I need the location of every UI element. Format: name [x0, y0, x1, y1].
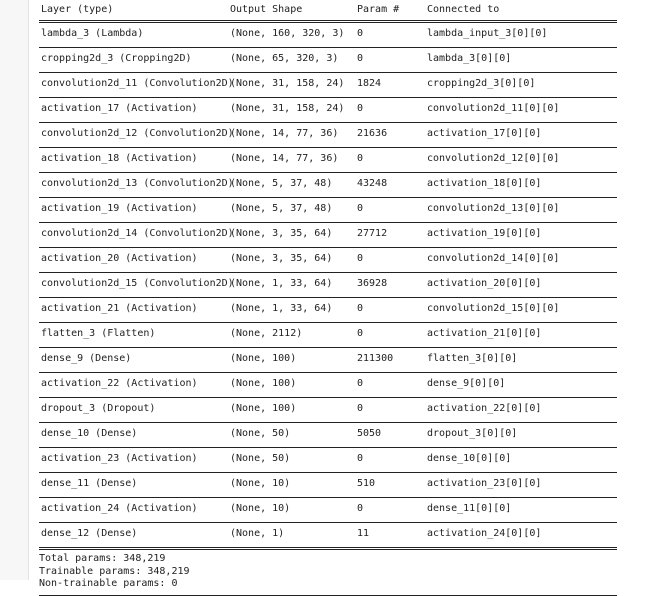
param-count: 211300 [357, 353, 394, 364]
total-params: Total params: 348,219 [39, 553, 166, 564]
layer-name: dense_12 (Dense) [41, 528, 138, 539]
param-count: 0 [357, 203, 364, 214]
layer-rows [39, 23, 617, 550]
layer-name: dense_11 (Dense) [41, 478, 138, 489]
table-row [39, 348, 617, 373]
layer-name: cropping2d_3 (Cropping2D) [41, 53, 192, 64]
connected-to: lambda_input_3[0][0] [427, 28, 548, 39]
connected-to: cropping2d_3[0][0] [427, 78, 536, 89]
header-output-shape: Output Shape [230, 4, 303, 15]
table-row [39, 498, 617, 523]
output-shape: (None, 50) [230, 453, 291, 464]
output-shape: (None, 5, 37, 48) [230, 178, 333, 189]
model-summary [39, 0, 617, 596]
layer-name: activation_18 (Activation) [41, 153, 198, 164]
table-row [39, 148, 617, 173]
trainable-params: Trainable params: 348,219 [39, 565, 190, 577]
end-rule [39, 595, 617, 596]
layer-name: convolution2d_13 (Convolution2D) [41, 178, 234, 189]
output-shape: (None, 100) [230, 403, 297, 414]
header-connected-to: Connected to [427, 4, 500, 15]
layer-name: flatten_3 (Flatten) [41, 328, 156, 339]
output-shape: (None, 10) [230, 478, 291, 489]
table-row [39, 373, 617, 398]
layer-name: activation_20 (Activation) [41, 253, 198, 264]
table-row [39, 473, 617, 498]
non-trainable-params: Non-trainable params: 0 [39, 578, 178, 589]
table-row [39, 23, 617, 48]
output-shape: (None, 3, 35, 64) [230, 253, 333, 264]
table-row [39, 398, 617, 423]
param-count: 0 [357, 253, 364, 264]
connected-to: convolution2d_12[0][0] [427, 153, 560, 164]
summary-header-row [39, 0, 617, 23]
connected-to: flatten_3[0][0] [427, 353, 518, 364]
layer-name: convolution2d_12 (Convolution2D) [41, 128, 234, 139]
connected-to: lambda_3[0][0] [427, 53, 512, 64]
connected-to: activation_20[0][0] [427, 278, 542, 289]
layer-name: lambda_3 (Lambda) [41, 28, 144, 39]
table-row [39, 98, 617, 123]
output-shape: (None, 1, 33, 64) [230, 303, 333, 314]
output-shape: (None, 14, 77, 36) [230, 153, 339, 164]
connected-to: dense_9[0][0] [427, 378, 506, 389]
param-count: 43248 [357, 178, 388, 189]
param-count: 0 [357, 328, 364, 339]
output-shape: (None, 50) [230, 428, 291, 439]
output-shape: (None, 3, 35, 64) [230, 228, 333, 239]
param-count: 1824 [357, 78, 382, 89]
connected-to: activation_23[0][0] [427, 478, 542, 489]
connected-to: convolution2d_14[0][0] [427, 253, 560, 264]
connected-to: activation_18[0][0] [427, 178, 542, 189]
output-shape: (None, 160, 320, 3) [230, 28, 345, 39]
param-count: 0 [357, 503, 364, 514]
layer-name: dense_10 (Dense) [41, 428, 138, 439]
table-row [39, 273, 617, 298]
connected-to: dense_10[0][0] [427, 453, 512, 464]
param-totals [39, 550, 617, 591]
param-count: 0 [357, 453, 364, 464]
table-row [39, 48, 617, 73]
connected-to: activation_24[0][0] [427, 528, 542, 539]
connected-to: activation_21[0][0] [427, 328, 542, 339]
notebook-gutter [0, 0, 29, 580]
output-shape: (None, 100) [230, 378, 297, 389]
layer-name: dense_9 (Dense) [41, 353, 132, 364]
param-count: 0 [357, 53, 364, 64]
output-shape: (None, 10) [230, 503, 291, 514]
table-row [39, 248, 617, 273]
layer-name: activation_21 (Activation) [41, 303, 198, 314]
param-count: 36928 [357, 278, 388, 289]
table-row [39, 423, 617, 448]
table-row [39, 198, 617, 223]
layer-name: activation_23 (Activation) [41, 453, 198, 464]
output-shape: (None, 1, 33, 64) [230, 278, 333, 289]
table-row [39, 123, 617, 148]
param-count: 11 [357, 528, 370, 539]
connected-to: dense_11[0][0] [427, 503, 512, 514]
layer-name: activation_22 (Activation) [41, 378, 198, 389]
param-count: 5050 [357, 428, 382, 439]
param-count: 0 [357, 28, 364, 39]
output-shape: (None, 14, 77, 36) [230, 128, 339, 139]
param-count: 27712 [357, 228, 388, 239]
connected-to: convolution2d_13[0][0] [427, 203, 560, 214]
param-count: 510 [357, 478, 376, 489]
table-row [39, 323, 617, 348]
output-shape: (None, 65, 320, 3) [230, 53, 339, 64]
output-shape: (None, 31, 158, 24) [230, 78, 345, 89]
table-row [39, 223, 617, 248]
connected-to: activation_17[0][0] [427, 128, 542, 139]
output-shape: (None, 2112) [230, 328, 303, 339]
param-count: 0 [357, 378, 364, 389]
param-count: 0 [357, 303, 364, 314]
table-row [39, 523, 617, 550]
layer-name: dropout_3 (Dropout) [41, 403, 156, 414]
layer-name: activation_17 (Activation) [41, 103, 198, 114]
layer-name: convolution2d_15 (Convolution2D) [41, 278, 234, 289]
param-count: 0 [357, 403, 364, 414]
layer-name: convolution2d_11 (Convolution2D) [41, 78, 234, 89]
param-count: 0 [357, 103, 364, 114]
connected-to: activation_19[0][0] [427, 228, 542, 239]
connected-to: convolution2d_11[0][0] [427, 103, 560, 114]
header-param-count: Param # [357, 4, 400, 15]
param-count: 0 [357, 153, 364, 164]
output-shape: (None, 1) [230, 528, 285, 539]
layer-name: convolution2d_14 (Convolution2D) [41, 228, 234, 239]
output-shape: (None, 31, 158, 24) [230, 103, 345, 114]
layer-name: activation_24 (Activation) [41, 503, 198, 514]
param-count: 21636 [357, 128, 388, 139]
output-shape: (None, 100) [230, 353, 297, 364]
output-shape: (None, 5, 37, 48) [230, 203, 333, 214]
table-row [39, 298, 617, 323]
header-layer-type: Layer (type) [41, 4, 114, 15]
table-row [39, 173, 617, 198]
connected-to: dropout_3[0][0] [427, 428, 518, 439]
connected-to: convolution2d_15[0][0] [427, 303, 560, 314]
table-row [39, 73, 617, 98]
connected-to: activation_22[0][0] [427, 403, 542, 414]
layer-name: activation_19 (Activation) [41, 203, 198, 214]
table-row [39, 448, 617, 473]
